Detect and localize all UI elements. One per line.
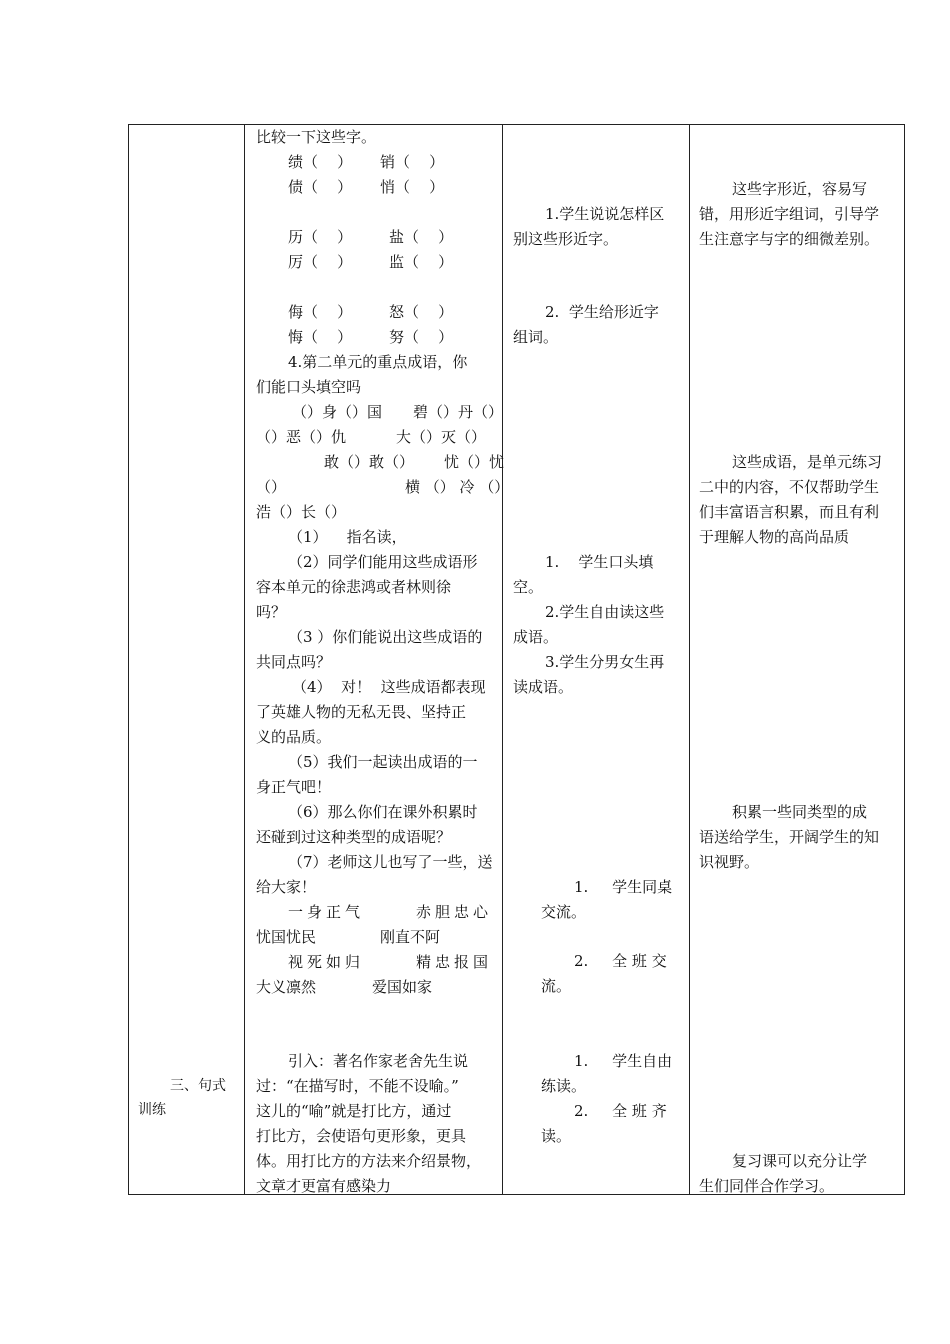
step-text: 吗？ <box>256 603 287 621</box>
student-activity: 交流。 <box>541 903 587 921</box>
design-intent: 这些成语，是单元练习 <box>732 453 883 471</box>
student-activity: 1. 学生自由 <box>574 1052 673 1070</box>
design-intent: 生们同伴合作学习。 <box>699 1177 835 1195</box>
student-activity: 空。 <box>513 578 544 596</box>
design-intent: 这些字形近，容易写 <box>732 180 868 198</box>
column-divider <box>244 125 245 1194</box>
intro-paragraph: 这儿的“喻”就是打比方，通过 <box>256 1102 452 1120</box>
step-text: 容本单元的徐悲鸿或者林则徐 <box>256 578 452 596</box>
char-pair: 厉（ ） <box>288 253 353 271</box>
design-intent: 语送给学生，开阔学生的知 <box>699 828 880 846</box>
student-activity: 2. 学生给形近字 <box>545 303 659 321</box>
idiom: 爱国如家 <box>372 978 433 996</box>
step-text: （6）那么你们在课外积累时 <box>288 803 478 821</box>
idiom-blank: （） <box>256 478 287 496</box>
step-text: 共同点吗？ <box>256 653 332 671</box>
idiom: 精忠报国 <box>416 953 493 971</box>
design-intent: 们丰富语言积累，而且有利 <box>699 503 880 521</box>
design-intent: 复习课可以充分让学 <box>732 1152 868 1170</box>
student-activity: 2.学生自由读这些 <box>545 603 665 621</box>
design-intent: 识视野。 <box>699 853 760 871</box>
student-activity: 1. 学生同桌 <box>574 878 673 896</box>
idiom-blank: 忧（）忧 <box>444 453 505 471</box>
lesson-table <box>128 124 905 1195</box>
question-text: 4.第二单元的重点成语，你 <box>288 353 468 371</box>
step-text: 身正气吧！ <box>256 778 332 796</box>
idiom: 刚直不阿 <box>380 928 441 946</box>
char-pair: 怒（ ） <box>389 303 454 321</box>
idiom-blank: 横 （） 冷 （） <box>405 478 510 496</box>
char-pair: 盐（ ） <box>389 228 454 246</box>
idiom: 一身正气 <box>288 903 365 921</box>
intro-text: 比较一下这些字。 <box>256 128 377 146</box>
student-activity: 读。 <box>541 1127 572 1145</box>
char-pair: 悔（ ） <box>288 328 353 346</box>
idiom-blank: 碧（）丹（） <box>413 403 504 421</box>
step-text: 给大家！ <box>256 878 317 896</box>
step-text: （7）老师这儿也写了一些，送 <box>288 853 493 871</box>
char-pair: 债（ ） <box>288 178 353 196</box>
student-activity: 流。 <box>541 977 572 995</box>
idiom: 赤胆忠心 <box>416 903 493 921</box>
step-text: （3 ）你们能说出这些成语的 <box>288 628 483 646</box>
idiom: 大义凛然 <box>256 978 317 996</box>
char-pair: 努（ ） <box>389 328 454 346</box>
idiom-blank: （）恶（）仇 <box>256 428 347 446</box>
char-pair: 历（ ） <box>288 228 353 246</box>
idiom-blank: （）身（）国 <box>292 403 383 421</box>
idiom-blank: 敢（）敢（） <box>324 453 415 471</box>
column-divider <box>689 125 690 1194</box>
student-activity: 3.学生分男女生再 <box>545 653 665 671</box>
char-pair: 悄（ ） <box>380 178 445 196</box>
step-text: 义的品质。 <box>256 728 332 746</box>
question-text: 们能口头填空吗 <box>256 378 362 396</box>
char-pair: 销（ ） <box>380 153 445 171</box>
section-title: 三、句式 <box>170 1078 226 1094</box>
idiom: 视死如归 <box>288 953 365 971</box>
idiom: 忧国忧民 <box>256 928 317 946</box>
step-text: （1） 指名读， <box>288 528 407 546</box>
design-intent: 二中的内容，不仅帮助学生 <box>699 478 880 496</box>
student-activity: 读成语。 <box>513 678 574 696</box>
char-pair: 绩（ ） <box>288 153 353 171</box>
student-activity: 2. 全 班 交 <box>574 952 667 970</box>
design-intent: 错，用形近字组词，引导学 <box>699 205 880 223</box>
student-activity: 练读。 <box>541 1077 587 1095</box>
column-divider <box>502 125 503 1194</box>
design-intent: 积累一些同类型的成 <box>732 803 868 821</box>
student-activity: 别这些形近字。 <box>513 230 619 248</box>
idiom-blank: 浩（）长（） <box>256 503 347 521</box>
step-text: （4） 对！ 这些成语都表现 <box>292 678 486 696</box>
char-pair: 侮（ ） <box>288 303 353 321</box>
intro-paragraph: 文章才更富有感染力 <box>256 1177 392 1195</box>
student-activity: 1. 学生口头填 <box>545 553 654 571</box>
step-text: 还碰到过这种类型的成语呢？ <box>256 828 452 846</box>
idiom-blank: 大（）灭（） <box>396 428 487 446</box>
design-intent: 生注意字与字的细微差别。 <box>699 230 880 248</box>
student-activity: 1.学生说说怎样区 <box>545 205 665 223</box>
design-intent: 于理解人物的高尚品质 <box>699 528 850 546</box>
student-activity: 组词。 <box>513 328 559 346</box>
intro-paragraph: 引入：著名作家老舍先生说 <box>288 1052 469 1070</box>
step-text: 了英雄人物的无私无畏、坚持正 <box>256 703 467 721</box>
student-activity: 2. 全 班 齐 <box>574 1102 667 1120</box>
intro-paragraph: 打比方，会使语句更形象，更具 <box>256 1127 467 1145</box>
char-pair: 监（ ） <box>389 253 454 271</box>
step-text: （2）同学们能用这些成语形 <box>288 553 478 571</box>
student-activity: 成语。 <box>513 628 559 646</box>
intro-paragraph: 过：“在描写时，不能不设喻。” <box>256 1077 459 1095</box>
step-text: （5）我们一起读出成语的一 <box>288 753 478 771</box>
section-title: 训练 <box>138 1102 166 1118</box>
intro-paragraph: 体。用打比方的方法来介绍景物， <box>256 1152 482 1170</box>
